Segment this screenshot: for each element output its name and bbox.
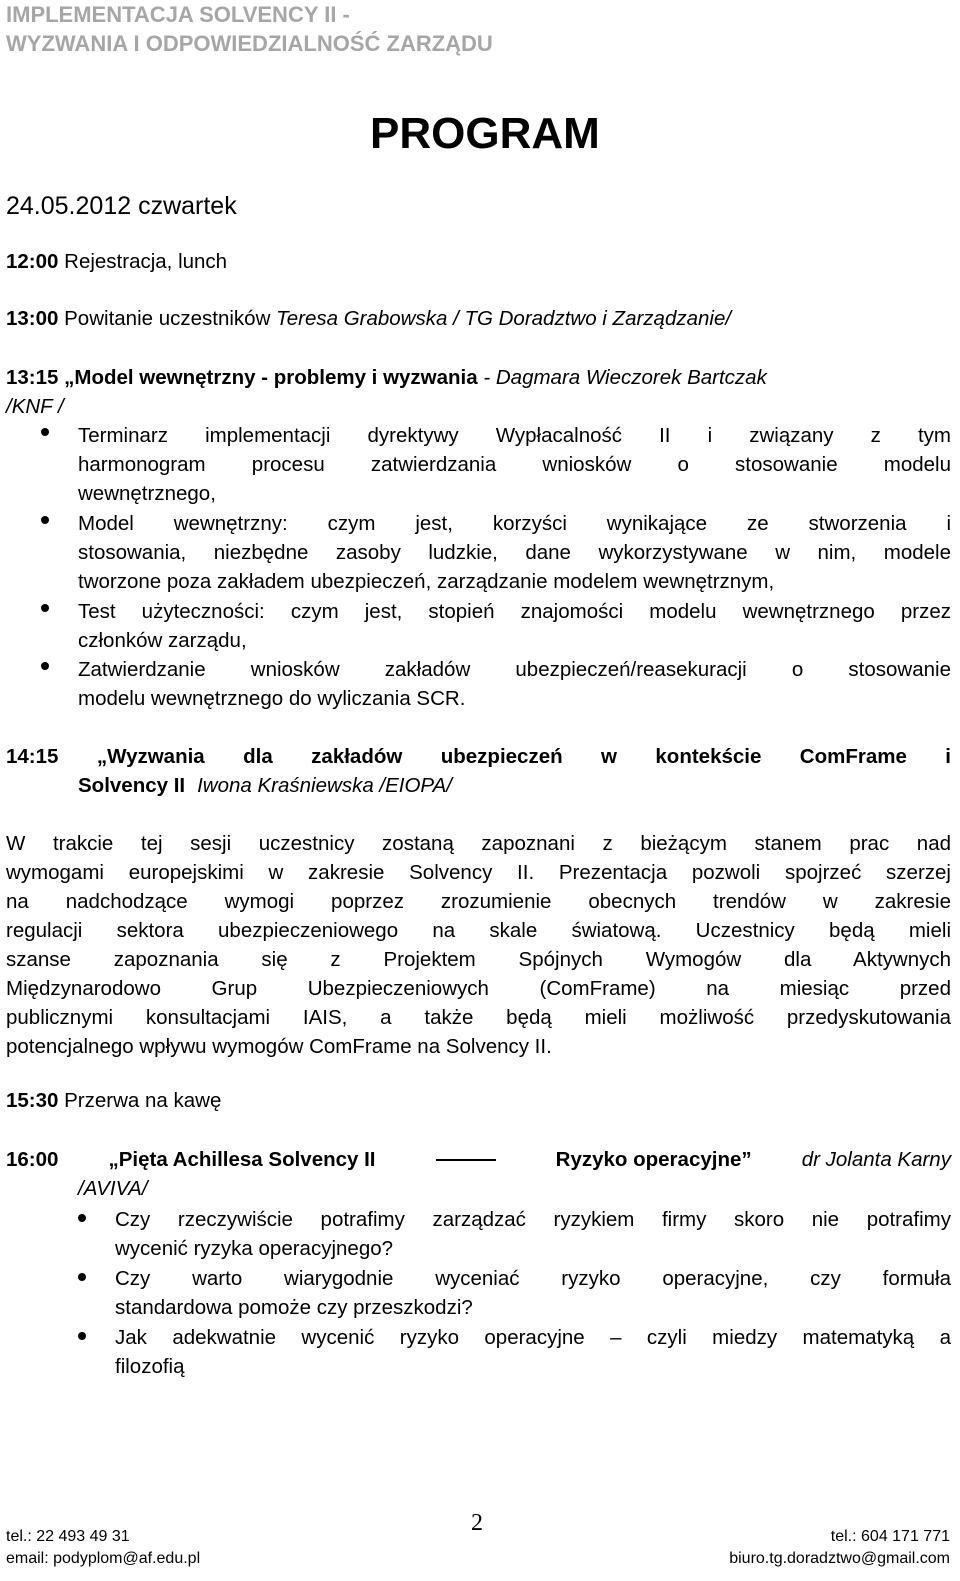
paragraph-line: regulacji sektora ubezpieczeniowego na skale światową. Uczestnicy będą mieli bbox=[6, 919, 951, 942]
paragraph-line: W trakcie tej sesji uczestnicy zostaną zapoznani z bieżącym stanem prac nad bbox=[6, 832, 951, 855]
list-item-line: filozofią bbox=[115, 1355, 185, 1378]
time-1300: 13:00 bbox=[6, 307, 59, 330]
footer-left bbox=[6, 1526, 200, 1570]
title-1600-part-b: Ryzyko operacyjne” bbox=[555, 1148, 752, 1171]
footer-tel-right: tel.: 604 171 771 bbox=[830, 1528, 950, 1545]
title-1600-part-a: „Pięta Achillesa Solvency II bbox=[108, 1148, 376, 1171]
speaker-1315-line-2: /KNF / bbox=[6, 395, 64, 418]
list-item-line: członków zarządu, bbox=[78, 629, 247, 652]
list-item-line: Czy warto wiarygodnie wyceniać ryzyko operacyjne, czy formuła bbox=[115, 1267, 951, 1290]
label-1200: Rejestracja, lunch bbox=[58, 250, 228, 273]
footer-right bbox=[729, 1526, 950, 1570]
list-item-line: tworzone poza zakładem ubezpieczeń, zarządzanie modelem wewnętrznym, bbox=[78, 570, 775, 593]
list-item-line: stosowania, niezbędne zasoby ludzkie, dane wykorzystywane w nim, modele bbox=[78, 541, 951, 564]
speaker-1415: Iwona Kraśniewska /EIOPA/ bbox=[197, 774, 452, 797]
page-number: 2 bbox=[471, 1510, 483, 1536]
paragraph-line: wymogami europejskimi w zakresie Solvency II. Prezentacja pozwoli spojrzeć szerzej bbox=[6, 861, 951, 884]
paragraph-line: potencjalnego wpływu wymogów ComFrame na Solvency II. bbox=[6, 1035, 552, 1058]
footer-email-left: email: podyplom@af.edu.pl bbox=[6, 1550, 201, 1567]
list-item-1600-3 bbox=[6, 1323, 951, 1381]
document-header bbox=[6, 0, 493, 58]
speaker-1300: Teresa Grabowska / TG Doradztwo i Zarządzanie/ bbox=[276, 307, 732, 330]
list-item-1315-2 bbox=[6, 509, 951, 596]
paragraph-line: Międzynarodowo Grup Ubezpieczeniowych (ComFrame) na miesiąc przed bbox=[6, 977, 951, 1000]
title-1415-line-2: Solvency II bbox=[78, 774, 186, 797]
header-line-2: WYZWANIA I ODPOWIEDZIALNOŚĆ ZARZĄDU bbox=[6, 31, 493, 56]
label-1300: Powitanie uczestników bbox=[58, 307, 277, 330]
list-item-line: standardowa pomoże czy przeszkodzi? bbox=[115, 1296, 473, 1319]
list-item-line: wewnętrznego, bbox=[78, 482, 216, 505]
list-item-line: Czy rzeczywiście potrafimy zarządzać ryzykiem firmy skoro nie potrafimy bbox=[115, 1208, 951, 1231]
session-description-1415 bbox=[6, 829, 951, 1061]
speaker-1315-line-1: - Dagmara Wieczorek Bartczak bbox=[477, 366, 767, 389]
agenda-item-1530 bbox=[6, 1086, 951, 1115]
title-1415-line-1: „Wyzwania dla zakładów ubezpieczeń w kontekście ComFrame i bbox=[96, 745, 951, 768]
date-line: 24.05.2012 czwartek bbox=[6, 192, 237, 220]
agenda-item-1315 bbox=[6, 363, 951, 421]
agenda-item-1600 bbox=[6, 1145, 951, 1203]
list-item-line: wycenić ryzyka operacyjnego? bbox=[115, 1237, 394, 1260]
agenda-item-1300 bbox=[6, 304, 951, 333]
title-1315: „Model wewnętrzny - problemy i wyzwania bbox=[58, 366, 478, 389]
time-1315: 13:15 bbox=[6, 366, 59, 389]
list-item-line: Zatwierdzanie wniosków zakładów ubezpieczeń/reasekuracji o stosowanie bbox=[78, 658, 951, 681]
footer-tel-left: tel.: 22 493 49 31 bbox=[6, 1528, 130, 1545]
paragraph-line: na nadchodzące wymogi poprzez zrozumienie obecnych trendów w zakresie bbox=[6, 890, 951, 913]
label-1530: Przerwa na kawę bbox=[58, 1089, 222, 1112]
list-item-1315-3 bbox=[6, 597, 951, 655]
time-1415: 14:15 bbox=[6, 745, 59, 768]
list-item-1600-2 bbox=[6, 1264, 951, 1322]
list-item-line: harmonogram procesu zatwierdzania wniosków o stosowanie modelu bbox=[78, 453, 951, 476]
list-item-1315-1 bbox=[6, 421, 951, 508]
footer-email-right: biuro.tg.doradztwo@gmail.com bbox=[729, 1550, 950, 1567]
speaker-1600-line-2: /AVIVA/ bbox=[78, 1177, 148, 1200]
time-1200: 12:00 bbox=[6, 250, 59, 273]
list-item-line: modelu wewnętrznego do wyliczania SCR. bbox=[78, 687, 466, 710]
paragraph-line: szanse zapoznania się z Projektem Spójnych Wymogów dla Aktywnych bbox=[6, 948, 951, 971]
time-1530: 15:30 bbox=[6, 1089, 59, 1112]
program-title: PROGRAM bbox=[370, 109, 600, 158]
header-line-1: IMPLEMENTACJA SOLVENCY II - bbox=[6, 2, 350, 27]
list-item-line: Jak adekwatnie wycenić ryzyko operacyjne – czyli miedzy matematyką a bbox=[115, 1326, 951, 1349]
list-item-line: Test użyteczności: czym jest, stopień znajomości modelu wewnętrznego przez bbox=[78, 600, 951, 623]
agenda-item-1415 bbox=[6, 742, 951, 800]
list-item-line: Model wewnętrzny: czym jest, korzyści wynikające ze stworzenia i bbox=[78, 512, 951, 535]
agenda-item-1200 bbox=[6, 247, 951, 276]
list-item-line: Terminarz implementacji dyrektywy Wypłacalność II i związany z tym bbox=[78, 424, 951, 447]
dash-icon bbox=[436, 1159, 496, 1161]
paragraph-line: publicznymi konsultacjami IAIS, a także będą mieli możliwość przedyskutowania bbox=[6, 1006, 951, 1029]
list-item-1315-4 bbox=[6, 655, 951, 713]
speaker-1600-line-1: dr Jolanta Karny bbox=[801, 1148, 951, 1171]
list-item-1600-1 bbox=[6, 1205, 951, 1263]
time-1600: 16:00 bbox=[6, 1148, 59, 1171]
